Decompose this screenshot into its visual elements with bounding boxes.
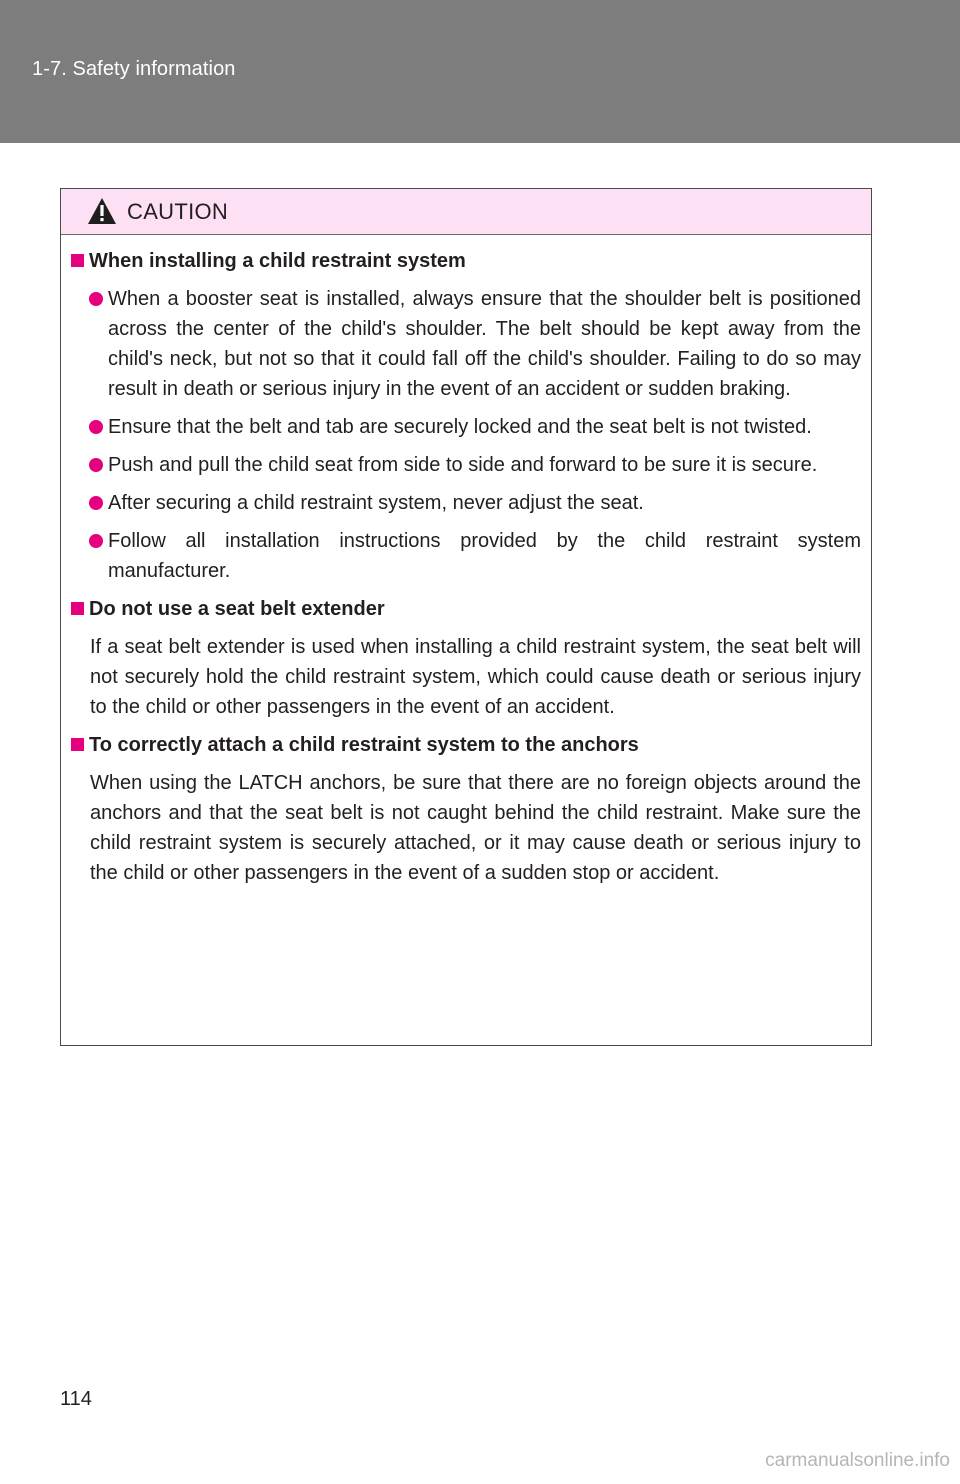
list-item-text: When a booster seat is installed, always ensure that the shoulder belt is positioned across the center of the child's shoulder. The belt should be kept away from the child's neck, but not so that it could fall off the child's shoulder. Failing to do so may result in death or serious injury in the event of an accident or sudden braking. xyxy=(108,288,861,400)
section-paragraph: When using the LATCH anchors, be sure that there are no foreign objects around the anchors and that the seat belt is not caught behind the child restraint. Make sure the child restraint system is securely attached, or it may cause death or serious injury to the child or other passengers in the event of a sudden stop or accident. xyxy=(90,772,861,884)
list-item-text: Push and pull the child seat from side to side and forward to be sure it is secure. xyxy=(108,454,818,476)
section-heading-text: Do not use a seat belt extender xyxy=(89,598,385,620)
caution-box xyxy=(60,188,872,1046)
section-heading xyxy=(71,730,861,760)
header-bar xyxy=(0,0,960,143)
section-heading-text: When installing a child restraint system xyxy=(89,250,466,272)
list-item xyxy=(89,412,861,442)
caution-header xyxy=(61,189,871,235)
page-number: 114 xyxy=(60,1388,92,1410)
circle-bullet-icon xyxy=(89,534,103,548)
list-item xyxy=(89,284,861,404)
warning-triangle-icon xyxy=(87,197,117,225)
caution-title: CAUTION xyxy=(127,199,229,224)
list-item xyxy=(89,488,861,518)
caution-body xyxy=(71,246,861,896)
list-item xyxy=(89,526,861,586)
section-heading xyxy=(71,246,861,276)
square-bullet-icon xyxy=(71,602,84,615)
list-item-text: After securing a child restraint system, never adjust the seat. xyxy=(108,492,644,514)
square-bullet-icon xyxy=(71,254,84,267)
square-bullet-icon xyxy=(71,738,84,751)
section-paragraph: If a seat belt extender is used when installing a child restraint system, the seat belt will not securely hold the child restraint system, which could cause death or serious injury to the child or other passengers in the event of an accident. xyxy=(90,636,861,718)
list-item-text: Ensure that the belt and tab are securely locked and the seat belt is not twisted. xyxy=(108,416,812,438)
circle-bullet-icon xyxy=(89,458,103,472)
list-item-text: Follow all installation instructions provided by the child restraint system manufacturer. xyxy=(108,530,861,582)
watermark-text[interactable]: carmanualsonline.info xyxy=(765,1450,950,1471)
circle-bullet-icon xyxy=(89,420,103,434)
section-heading xyxy=(71,594,861,624)
circle-bullet-icon xyxy=(89,292,103,306)
list-item xyxy=(89,450,861,480)
section-title: 1-7. Safety information xyxy=(32,58,236,80)
circle-bullet-icon xyxy=(89,496,103,510)
section-heading-text: To correctly attach a child restraint system to the anchors xyxy=(89,734,639,756)
